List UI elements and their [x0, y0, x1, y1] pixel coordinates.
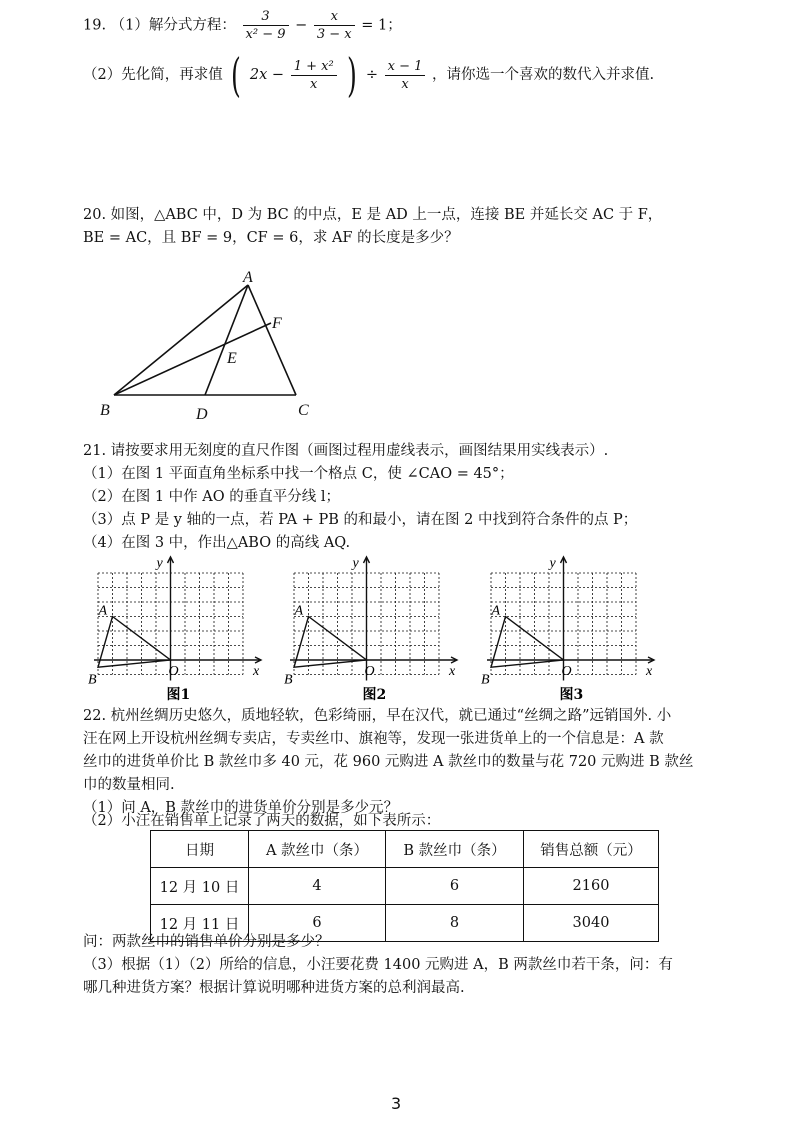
q19-part1-prefix: （1）解分式方程： [110, 17, 236, 34]
q19-part2-prefix: （2）先化简，再求值 [83, 67, 223, 83]
segment-ad [205, 285, 248, 395]
right-paren: ) [347, 48, 358, 102]
side-ba [114, 285, 248, 395]
label-d: D [196, 406, 208, 423]
q19-number: 19. [83, 17, 107, 34]
table-cell: 3040 [524, 905, 659, 942]
q22-line-2: 汪在网上开设杭州丝绸专卖店，专卖丝巾、旗袍等，发现一张进货单上的一个信息是：A 款 [83, 731, 664, 747]
figure-caption: 图2 [362, 687, 387, 703]
left-paren: ( [231, 48, 242, 102]
figure-caption: 图3 [559, 687, 584, 703]
table-header-cell: 销售总额（元） [524, 831, 659, 868]
table-cell: 2160 [524, 868, 659, 905]
table-cell: 12 月 11 日 [151, 905, 249, 942]
q19-fraction-2 [314, 8, 355, 43]
q22-line-3: 丝巾的进货单价比 B 款丝巾多 40 元，花 960 元购进 A 款丝巾的数量与花 720 元购进 B 款丝 [83, 754, 694, 770]
q19-fraction-1-numerator: 3 [243, 8, 289, 26]
table-cell: 6 [386, 868, 524, 905]
q19-expr-lead: 2x − [249, 67, 285, 83]
q19-part1 [83, 8, 402, 43]
q19-fraction-4 [385, 58, 426, 93]
q22-line-1: 22. 杭州丝绸历史悠久，质地轻软，色彩绮丽，早在汉代，就已通过“丝绸之路”远销国外. 小 [83, 708, 672, 724]
q22-line-6: （2）小汪在销售单上记录了两天的数据，如下表所示： [83, 813, 441, 829]
q19-fraction-3 [291, 58, 337, 93]
q21-item-4: （4）在图 3 中，作出△ABO 的高线 AQ. [83, 535, 351, 551]
q20-line-1: 20. 如图，△ABC 中，D 为 BC 的中点，E 是 AD 上一点，连接 BE 并延长交 AC 于 F， [83, 207, 663, 223]
q19-fraction-1 [243, 8, 289, 43]
sales-table [150, 830, 659, 942]
q22-line-4: 巾的数量相同. [83, 777, 175, 793]
q19-fraction-4-denominator: x [401, 76, 409, 92]
side-ac [248, 285, 296, 395]
figure-caption: 图1 [166, 687, 191, 703]
origin-label: O [561, 664, 572, 679]
point-a-label: A [294, 603, 304, 619]
triangle-figure [90, 268, 330, 428]
page-number: 3 [391, 1094, 402, 1113]
q19-part2 [83, 48, 655, 102]
q19-fraction-3-denominator: x [310, 76, 318, 92]
coordinate-grid-3 [481, 553, 671, 703]
q22-after-1: 问：两款丝巾的销售单价分别是多少？ [83, 934, 330, 950]
q19-divide: ÷ [365, 67, 378, 83]
q21-item-2: （2）在图 1 中作 AO 的垂直平分线 l； [83, 489, 340, 505]
table-cell: 4 [249, 868, 386, 905]
y-axis-label: y [156, 556, 163, 571]
q19-part2-tail: ，请你选一个喜欢的数代入并求值. [431, 67, 655, 83]
q19-fraction-4-numerator: x − 1 [385, 58, 426, 76]
point-a-label: A [491, 603, 501, 619]
q22-after-2: （3）根据（1）（2）所给的信息，小汪要花费 1400 元购进 A，B 两款丝巾若干条，问：有 [83, 957, 673, 973]
q20-line-2: BE = AC，且 BF = 9，CF = 6，求 AF 的长度是多少？ [83, 230, 459, 246]
y-axis-label: y [549, 556, 556, 571]
q19-minus: − [295, 17, 308, 34]
y-axis-label: y [352, 556, 359, 571]
table-header-cell: A 款丝巾（条） [249, 831, 386, 868]
q21-intro: 21. 请按要求用无刻度的直尺作图（画图过程用虚线表示，画图结果用实线表示）. [83, 443, 609, 459]
table-header-cell: 日期 [151, 831, 249, 868]
table-header-row [151, 831, 659, 868]
q19-fraction-2-numerator: x [314, 8, 355, 26]
point-b-label: B [284, 672, 293, 688]
point-b-label: B [481, 672, 490, 688]
q21-item-1: （1）在图 1 平面直角坐标系中找一个格点 C，使 ∠CAO = 45°； [83, 466, 514, 482]
q19-fraction-3-numerator: 1 + x² [291, 58, 337, 76]
coordinate-grid-1 [88, 553, 278, 703]
table-cell: 6 [249, 905, 386, 942]
q19-part1-tail: = 1； [361, 17, 402, 34]
q19-fraction-1-denominator: x² − 9 [245, 27, 286, 42]
table-header-cell: B 款丝巾（条） [386, 831, 524, 868]
table-cell: 12 月 10 日 [151, 868, 249, 905]
q21-item-3: （3）点 P 是 y 轴的一点，若 PA + PB 的和最小，请在图 2 中找到符合条件的点 P； [83, 512, 638, 528]
point-b-label: B [88, 672, 97, 688]
coordinate-grid-2 [284, 553, 474, 703]
x-axis-label: x [449, 664, 456, 679]
origin-label: O [168, 664, 179, 679]
x-axis-label: x [253, 664, 260, 679]
label-e: E [227, 350, 237, 367]
q22-after-3: 哪几种进货方案？根据计算说明哪种进货方案的总利润最高. [83, 980, 465, 996]
origin-label: O [364, 664, 375, 679]
x-axis-label: x [646, 664, 653, 679]
segment-bf [114, 323, 271, 395]
q22-line-5: （1）问 A，B 款丝巾的进货单价分别是多少元？ [83, 800, 399, 816]
label-f: F [272, 315, 282, 332]
label-b: B [100, 402, 110, 419]
label-c: C [298, 402, 309, 419]
label-a: A [243, 269, 253, 286]
q19-fraction-2-denominator: 3 − x [316, 27, 352, 42]
point-a-label: A [98, 603, 108, 619]
table-cell: 8 [386, 905, 524, 942]
table-row [151, 868, 659, 905]
